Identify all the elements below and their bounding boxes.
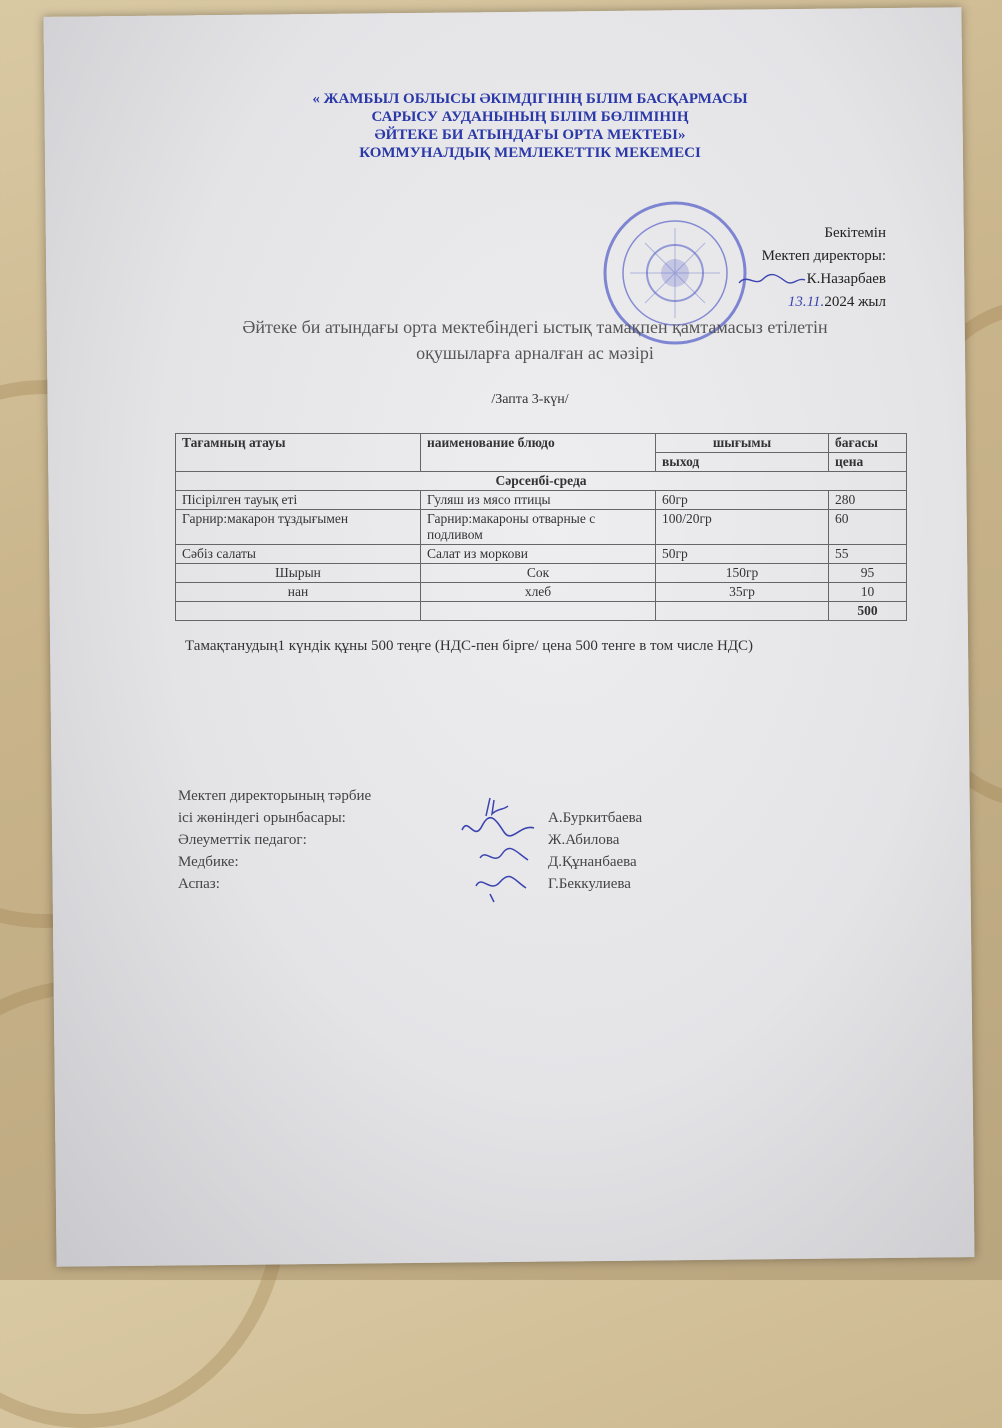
empty-cell [421, 602, 656, 621]
menu-table [175, 433, 907, 621]
dish-price: 60 [829, 510, 907, 545]
approval-block [690, 222, 886, 314]
header-name-kz: Тағамның атауы [176, 434, 421, 472]
table-row [176, 491, 907, 510]
week-day-label: /Запта 3-күн/ [491, 392, 569, 407]
staff-row [178, 829, 698, 851]
document-title [180, 314, 890, 366]
staff-role: Мектеп директорының тәрбие [178, 788, 372, 804]
dish-ru: хлеб [421, 583, 656, 602]
staff-row [178, 785, 698, 807]
empty-cell [176, 602, 421, 621]
staff-name: Д.Құнанбаева [548, 854, 637, 870]
date-text: 2024 жыл [824, 294, 886, 310]
director-signature [737, 271, 807, 289]
dish-price: 10 [829, 583, 907, 602]
header-yield-ru: выход [656, 453, 829, 472]
staff-role: Әлеуметтік педагог: [178, 832, 307, 848]
header-price-kz: бағасы [829, 434, 907, 453]
dish-yield: 60гр [656, 491, 829, 510]
dish-kz: Гарнир:макарон тұздығымен [176, 510, 421, 545]
total-row [176, 602, 907, 621]
staff-list [178, 785, 698, 895]
table-row [176, 510, 907, 545]
dish-price: 55 [829, 545, 907, 564]
empty-cell [656, 602, 829, 621]
staff-name: Г.Беккулиева [548, 876, 631, 892]
dish-kz: нан [176, 583, 421, 602]
dish-yield: 35гр [656, 583, 829, 602]
dish-ru: Салат из моркови [421, 545, 656, 564]
dish-price: 95 [829, 564, 907, 583]
header-yield-kz: шығымы [656, 434, 829, 453]
document-header [185, 90, 875, 162]
dish-ru: Сок [421, 564, 656, 583]
staff-row [178, 873, 698, 895]
document-sheet [43, 7, 974, 1267]
dish-kz: Шырын [176, 564, 421, 583]
dish-price: 280 [829, 491, 907, 510]
dish-ru: Гарнир:макароны отварные с подливом [421, 510, 656, 545]
staff-role: Медбике: [178, 854, 239, 870]
total-price: 500 [829, 602, 907, 621]
staff-role: Аспаз: [178, 876, 220, 892]
dish-kz: Сәбіз салаты [176, 545, 421, 564]
header-price-ru: цена [829, 453, 907, 472]
day-label: Сәрсенбі-среда [176, 472, 907, 491]
header-line: ӘЙТЕКЕ БИ АТЫНДАҒЫ ОРТА МЕКТЕБІ» [374, 127, 686, 143]
approval-date [690, 291, 886, 314]
staff-row [178, 807, 698, 829]
title-line: Әйтеке би атындағы орта мектебіндегі ыстық тамақпен қамтамасыз етілетін [242, 317, 828, 337]
dish-kz: Пісірілген тауық еті [176, 491, 421, 510]
header-name-ru: наименование блюдо [421, 434, 656, 472]
dish-ru: Гуляш из мясо птицы [421, 491, 656, 510]
header-line: « ЖАМБЫЛ ОБЛЫСЫ ӘКІМДІГІНІҢ БІЛІМ БАСҚАРМАСЫ [312, 91, 748, 107]
approve-label: Бекітемін [824, 225, 886, 241]
header-line: КОММУНАЛДЫҚ МЕМЛЕКЕТТІК МЕКЕМЕСІ [359, 145, 701, 161]
table-row [176, 564, 907, 583]
director-name-line [690, 268, 886, 291]
table-row [176, 545, 907, 564]
table-row [176, 583, 907, 602]
table-header-row [176, 434, 907, 453]
title-line: оқушыларға арналған ас мәзірі [416, 343, 654, 363]
price-note: Тамақтанудың1 күндік құны 500 теңге (НДС-пен бірге/ цена 500 тенге в том числе НДС) [185, 638, 754, 654]
day-row [176, 472, 907, 491]
staff-name: Ж.Абилова [548, 832, 620, 848]
staff-name: А.Буркитбаева [548, 810, 643, 826]
staff-role: ісі жөніндегі орынбасары: [178, 810, 346, 826]
dish-yield: 50гр [656, 545, 829, 564]
dish-yield: 150гр [656, 564, 829, 583]
header-line: САРЫСУ АУДАНЫНЫҢ БІЛІМ БӨЛІМІНІҢ [371, 109, 689, 125]
staff-row [178, 851, 698, 873]
director-position: Мектеп директоры: [761, 248, 886, 264]
date-handwritten: 13.11. [787, 294, 825, 310]
dish-yield: 100/20гр [656, 510, 829, 545]
director-name: К.Назарбаев [806, 271, 886, 287]
